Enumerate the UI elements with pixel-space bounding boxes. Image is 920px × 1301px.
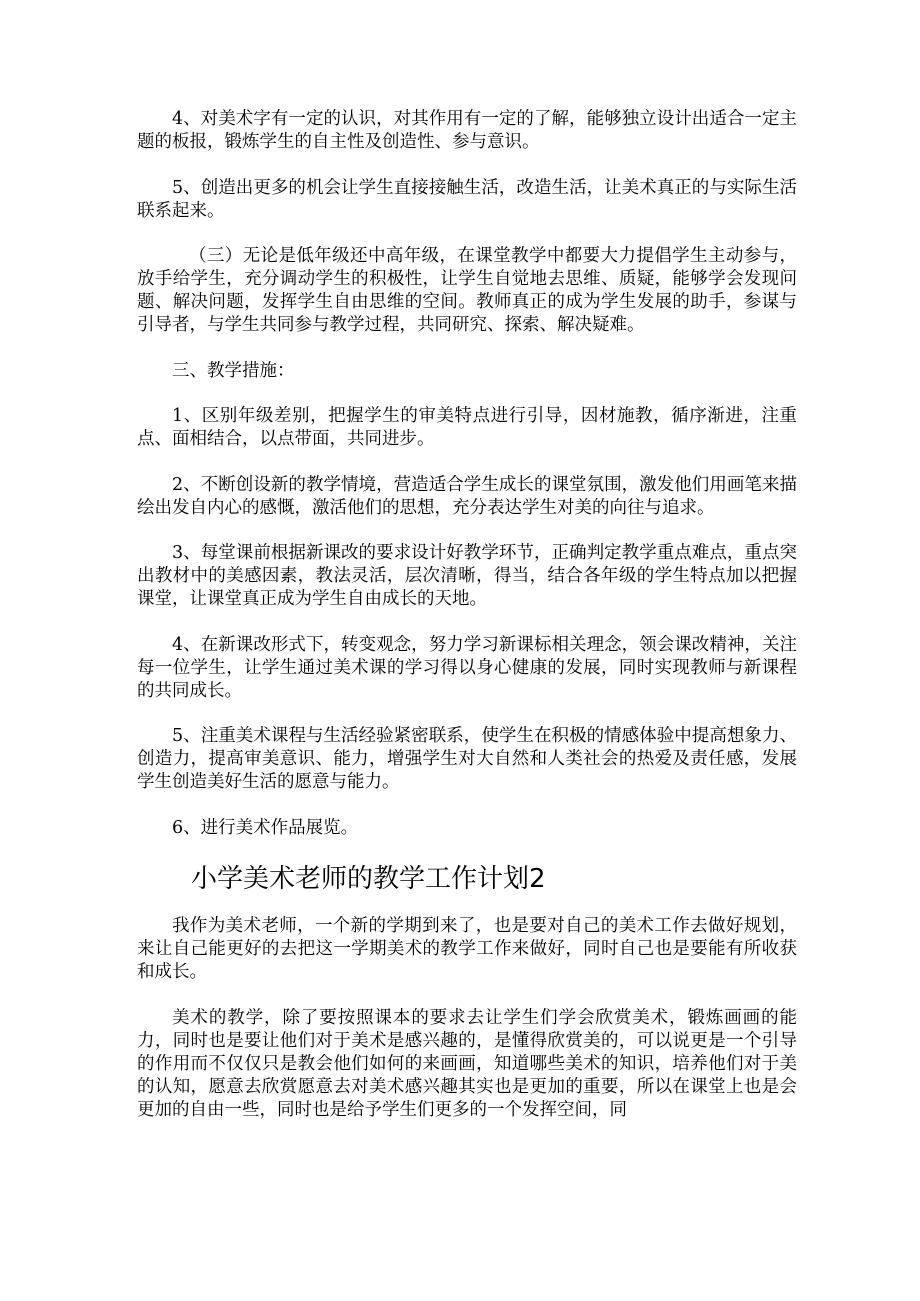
section-heading-measures: 三、教学措施： <box>172 360 295 381</box>
paragraph-intro: 我作为美术老师，一个新的学期到来了，也是要对自己的美术工作去做好规划，来让自己能更好的去把这一学期美术的教学工作来做好，同时自己也是要能有所收获和成长。 <box>137 916 797 982</box>
paragraph-teaching: 美术的教学，除了要按照课本的要求去让学生们学会欣赏美术，锻炼画画的能力，同时也是要让他们对于美术是感兴趣的，是懂得欣赏美的，可以说更是一个引导的作用而不仅仅只是教会他们如何的来画画，知道哪些美术的知识，培养他们对于美的认知，愿意去欣赏愿意去对美术感兴趣其实也是更加的重要，所以在课堂上也是会更加的自由一些，同时也是给予学生们更多的一个发挥空间，同 <box>137 1007 797 1120</box>
paragraph-measure-4: 4、在新课改形式下，转变观念，努力学习新课标相关理念，领会课改精神，关注每一位学生，让学生通过美术课的学习得以身心健康的发展，同时实现教师与新课程的共同成长。 <box>137 634 797 701</box>
paragraph-measure-2: 2、不断创设新的教学情境，营造适合学生成长的课堂氛围，激发他们用画笔来描绘出发自内心的感慨，激活他们的思想，充分表达学生对美的向往与追求。 <box>137 474 797 518</box>
paragraph-goal-4: 4、对美术字有一定的认识，对其作用有一定的了解，能够独立设计出适合一定主题的板报，锻炼学生的自主性及创造性、参与意识。 <box>137 109 797 152</box>
paragraph-measure-3: 3、每堂课前根据新课改的要求设计好教学环节，正确判定教学重点难点，重点突出教材中的美感因素，教法灵活，层次清晰，得当，结合各年级的学生特点加以把握课堂，让课堂真正成为学生自由成长的天地。 <box>137 543 797 609</box>
paragraph-measure-5: 5、注重美术课程与生活经验紧密联系，使学生在积极的情感体验中提高想象力、创造力，提高审美意识、能力，增强学生对大自然和人类社会的热爱及责任感，发展学生创造美好生活的愿意与能力。 <box>137 726 797 792</box>
paragraph-section-3-note: （三）无论是低年级还中高年级，在课堂教学中都要大力提倡学生主动参与，放手给学生，充分调动学生的积极性，让学生自觉地去思维、质疑，能够学会发现问题、解决问题，发挥学生自由思维的空间。教师真正的成为学生发展的助手，参谋与引导者，与学生共同参与教学过程，共同研究、探索、解决疑难。 <box>137 246 797 335</box>
paragraph-measure-1: 1、区别年级差别，把握学生的审美特点进行引导，因材施教，循序渐进，注重点、面相结合，以点带面，共同进步。 <box>137 406 797 449</box>
document-body <box>137 108 797 1144</box>
document-title-plan-2: 小学美术老师的教学工作计划2 <box>191 864 546 894</box>
paragraph-measure-6: 6、进行美术作品展览。 <box>172 817 359 838</box>
paragraph-goal-5: 5、创造出更多的机会让学生直接接触生活，改造生活，让美术真正的与实际生活联系起来。 <box>137 177 797 221</box>
